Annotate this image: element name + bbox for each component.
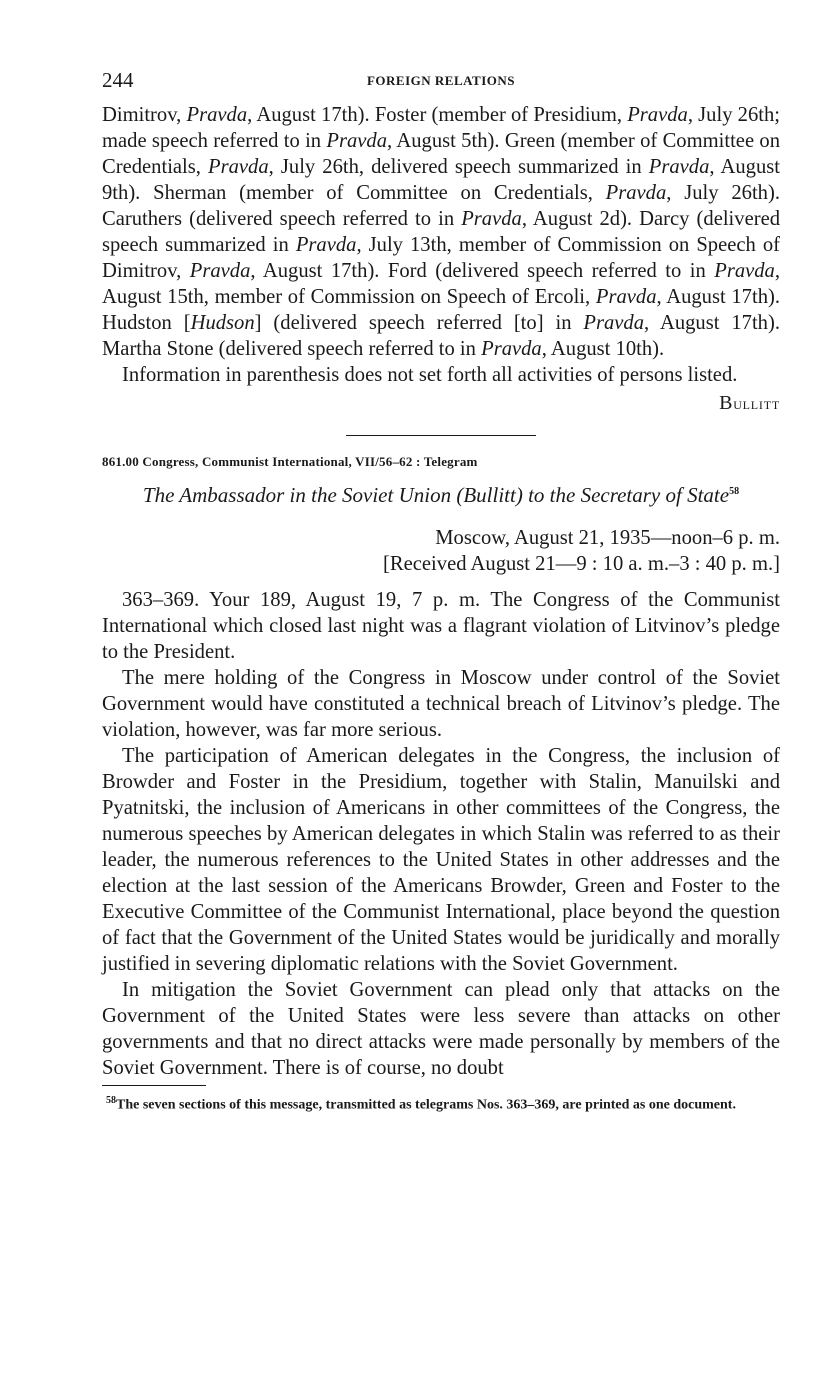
continued-text [102, 102, 780, 388]
paragraph: Information in parenthesis does not set forth all activities of persons listed. [122, 364, 738, 386]
footnote-text: The seven sections of this message, transmitted as telegrams Nos. 363–369, are printed as one document. [116, 1097, 736, 1113]
paragraph: 363–369. Your 189, August 19, 7 p. m. The Congress of the Communist International which closed last night was a flagrant violation of Litvinov’s pledge to the President. [102, 589, 780, 663]
document-page [102, 68, 780, 1114]
spacer [102, 577, 780, 587]
received-date: [Received August 21—9 : 10 a. m.–3 : 40 p. m.] [383, 553, 780, 575]
footnote-number: 58 [106, 1095, 116, 1106]
page-number: 244 [102, 68, 134, 92]
running-head: FOREIGN RELATIONS [366, 73, 516, 88]
footnote-marker: 58 [729, 486, 740, 497]
paragraph: The participation of American delegates in the Congress, the inclusion of Browder and Foster in the Presidium, together with Stalin, Manuilski and Pyatnitski, the inclusion of Americans in other committees of the Congress, the numerous speeches by American delegates in which Stalin was referred to as their leader, the numerous references to the United States in other addresses and the election at the last session of the Americans Browder, Green and Foster to the Executive Committee of the Communist International, place beyond the question of fact that the Government of the United States would be juridically and morally justified in severing diplomatic relations with the Soviet Government. [102, 745, 780, 975]
file-reference: 861.00 Congress, Communist International, VII/56–62 : Telegram [102, 454, 478, 469]
dateline [102, 525, 780, 577]
document-title-text: The Ambassador in the Soviet Union (Bullitt) to the Secretary of State [142, 483, 730, 507]
section-divider [346, 435, 536, 436]
paragraph: In mitigation the Soviet Government can plead only that attacks on the Government of the United States were less severe than attacks on other governments and that no direct attacks were made personally by members of the Soviet Government. There is of course, no doubt [102, 979, 780, 1079]
paragraph: The mere holding of the Congress in Moscow under control of the Soviet Government would have constituted a technical breach of Litvinov’s pledge. The violation, however, was far more serious. [102, 667, 780, 741]
document-title [102, 480, 780, 507]
signature: Bullitt [719, 392, 780, 414]
sent-date: Moscow, August 21, 1935—noon–6 p. m. [435, 527, 780, 549]
page-header [102, 68, 780, 102]
paragraph: Dimitrov, Pravda, August 17th). Foster (member of Presidium, Pravda, July 26th; made speech referred to in Pravda, August 5th). Green (member of Committee on Credentials, Pravda, July 26th, delivered speech summarized in Pravda, August 9th). Sherman (member of Committee on Credentials, Pravda, July 26th). Caruthers (delivered speech referred to in Pravda, August 2d). Darcy (delivered speech summarized in Pravda, July 13th, member of Commission on Speech of Dimitrov, Pravda, August 17th). Ford (delivered speech referred to in Pravda, August 15th, member of Commission on Speech of Ercoli, Pravda, August 17th). Hudston [Hudson] (delivered speech referred [to] in Pravda, August 17th). Martha Stone (delivered speech referred to in Pravda, August 10th). [102, 104, 781, 360]
telegram-body [102, 587, 780, 1081]
footnote [102, 1092, 780, 1114]
footnote-rule [102, 1085, 206, 1086]
